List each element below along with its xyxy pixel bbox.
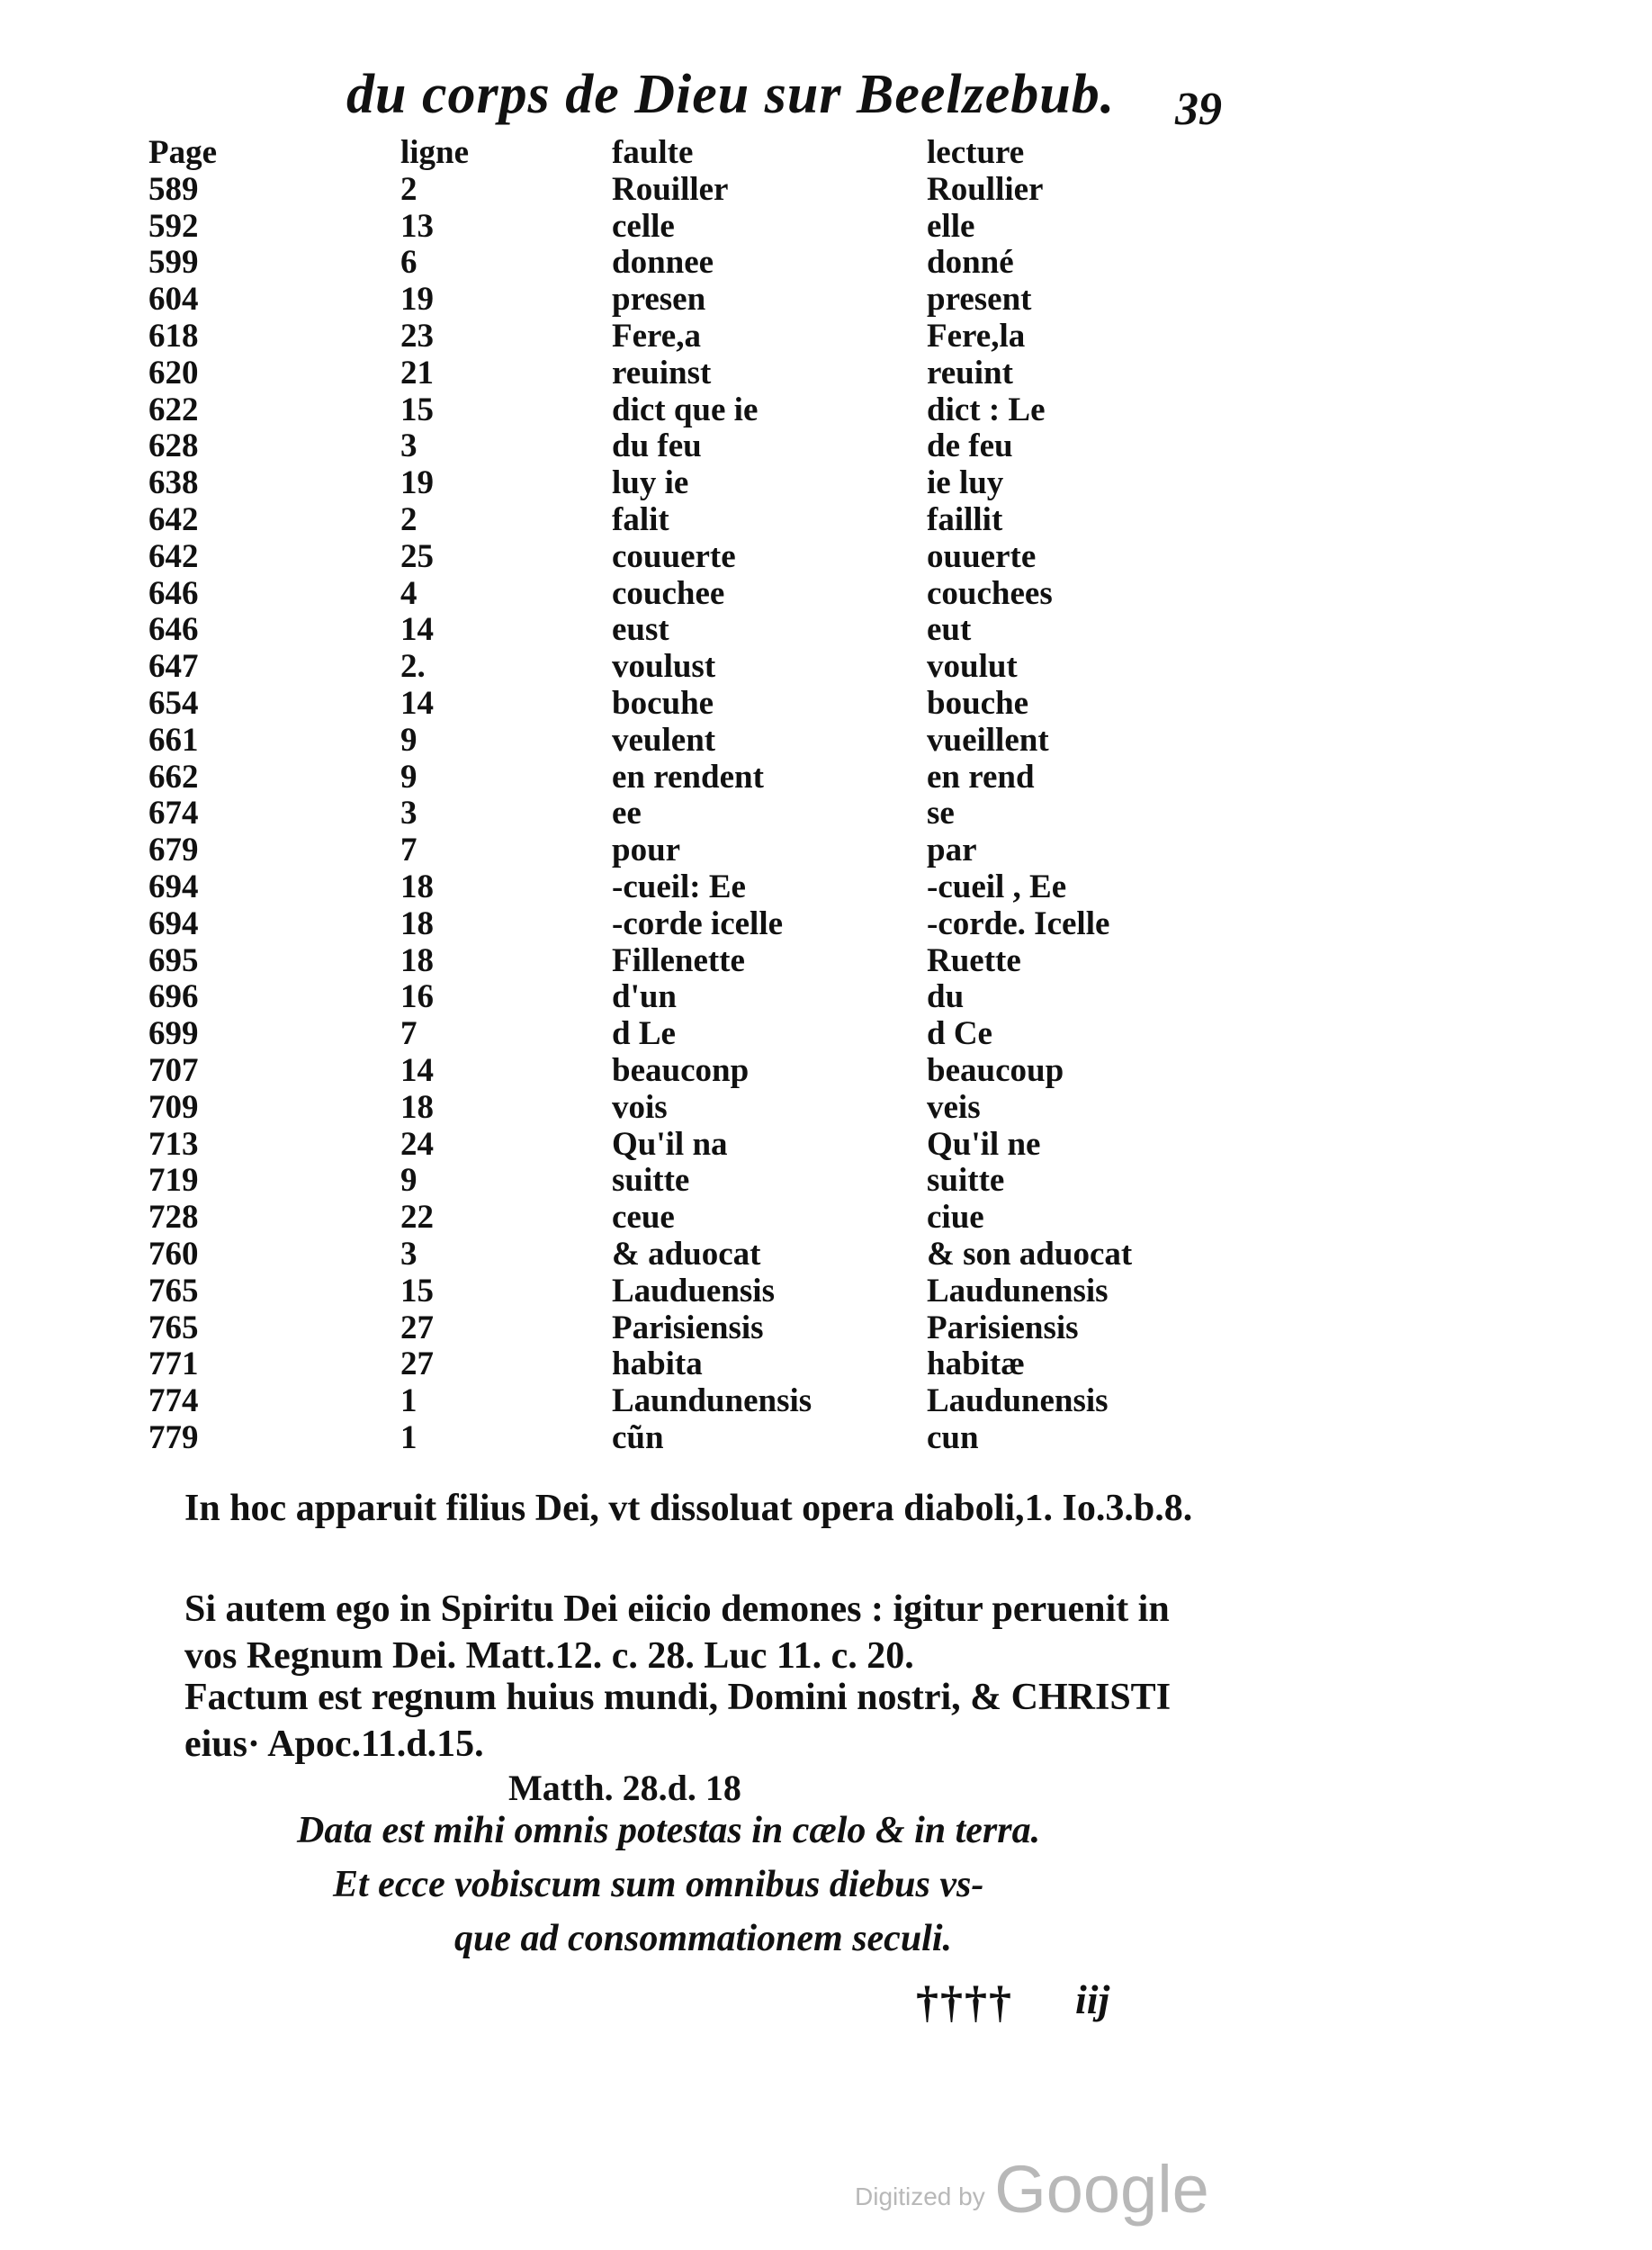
- errata-line-cell: 6: [400, 244, 417, 282]
- errata-row: [148, 796, 1210, 832]
- errata-page-cell: 696: [148, 978, 199, 1016]
- errata-reading-cell: present: [927, 281, 1032, 319]
- verse-reference: Matth. 28.d. 18: [508, 1768, 741, 1808]
- errata-page-cell: 646: [148, 611, 199, 649]
- errata-fault-cell: Fere,a: [612, 318, 701, 355]
- errata-reading-cell: par: [927, 832, 977, 869]
- errata-row: [148, 172, 1210, 209]
- errata-page-cell: 599: [148, 244, 199, 282]
- errata-page-cell: 662: [148, 758, 199, 796]
- errata-row: [148, 1420, 1210, 1457]
- errata-reading-cell: vueillent: [927, 721, 1049, 759]
- errata-line-cell: 15: [400, 1272, 434, 1310]
- watermark-brand: Google: [994, 2152, 1209, 2227]
- errata-line-cell: 2.: [400, 648, 426, 686]
- errata-row: [148, 282, 1210, 319]
- errata-reading-cell: ciue: [927, 1199, 984, 1237]
- errata-row: [148, 649, 1210, 686]
- errata-page-cell: 771: [148, 1346, 199, 1383]
- errata-page-cell: 592: [148, 207, 199, 245]
- errata-fault-cell: couuerte: [612, 537, 736, 575]
- errata-row: [148, 1016, 1210, 1053]
- errata-line-cell: 3: [400, 795, 417, 832]
- errata-row: [148, 319, 1210, 356]
- errata-line-cell: 18: [400, 904, 434, 942]
- column-header-fault: faulte: [612, 134, 694, 171]
- paragraph-2-line-1: Si autem ego in Spiritu Dei eiicio demones : igitur peruenit in: [184, 1588, 1170, 1630]
- errata-row: [148, 1127, 1210, 1164]
- errata-fault-cell: bocuhe: [612, 685, 714, 722]
- errata-line-cell: 2: [400, 501, 417, 538]
- errata-fault-cell: celle: [612, 207, 675, 245]
- errata-row: [148, 832, 1210, 869]
- errata-fault-cell: dict que ie: [612, 391, 759, 428]
- errata-row: [148, 1310, 1210, 1347]
- signature-mark: ††††: [916, 1976, 1013, 2027]
- scripture-paragraph-1: In hoc apparuit filius Dei, vt dissoluat opera diaboli,1. Io.3.b.8.: [184, 1488, 1193, 1529]
- errata-reading-cell: se: [927, 795, 955, 832]
- errata-line-cell: 21: [400, 354, 434, 392]
- errata-page-cell: 620: [148, 354, 199, 392]
- errata-page-cell: 654: [148, 685, 199, 722]
- errata-reading-cell: Fere,la: [927, 318, 1026, 355]
- errata-page-cell: 674: [148, 795, 199, 832]
- errata-reading-cell: beaucoup: [927, 1052, 1064, 1089]
- errata-fault-cell: en rendent: [612, 758, 764, 796]
- errata-page-cell: 728: [148, 1199, 199, 1237]
- errata-line-cell: 22: [400, 1199, 434, 1237]
- errata-fault-cell: Laundunensis: [612, 1382, 813, 1420]
- errata-line-cell: 2: [400, 170, 417, 208]
- errata-fault-cell: cũn: [612, 1419, 664, 1456]
- errata-line-cell: 9: [400, 721, 417, 759]
- errata-line-cell: 18: [400, 941, 434, 979]
- errata-reading-cell: donné: [927, 244, 1014, 282]
- errata-fault-cell: du feu: [612, 428, 702, 465]
- errata-reading-cell: Ruette: [927, 941, 1021, 979]
- errata-row: [148, 576, 1210, 613]
- errata-reading-cell: Qu'il ne: [927, 1125, 1041, 1163]
- errata-fault-cell: Lauduensis: [612, 1272, 775, 1310]
- errata-fault-cell: veulent: [612, 721, 716, 759]
- errata-row: [148, 1237, 1210, 1274]
- errata-reading-cell: bouche: [927, 685, 1029, 722]
- errata-fault-cell: & aduocat: [612, 1236, 761, 1273]
- errata-page-cell: 622: [148, 391, 199, 428]
- errata-line-cell: 27: [400, 1346, 434, 1383]
- errata-page-cell: 694: [148, 904, 199, 942]
- errata-row: [148, 979, 1210, 1016]
- errata-page-cell: 765: [148, 1309, 199, 1346]
- errata-row: [148, 1346, 1210, 1383]
- errata-fault-cell: couchee: [612, 574, 725, 612]
- column-header-line: ligne: [400, 134, 470, 171]
- errata-reading-cell: habitæ: [927, 1346, 1025, 1383]
- errata-reading-cell: dict : Le: [927, 391, 1046, 428]
- signature-number: iij: [1075, 1976, 1110, 2022]
- errata-reading-cell: ie luy: [927, 464, 1004, 502]
- errata-reading-cell: elle: [927, 207, 975, 245]
- errata-line-cell: 7: [400, 832, 417, 869]
- errata-row: [148, 723, 1210, 760]
- errata-fault-cell: Parisiensis: [612, 1309, 764, 1346]
- paragraph-3-line-1: Factum est regnum huius mundi, Domini nostri, & CHRISTI: [184, 1677, 1172, 1718]
- errata-page-cell: 694: [148, 868, 199, 905]
- errata-page-cell: 709: [148, 1088, 199, 1126]
- errata-page-cell: 765: [148, 1272, 199, 1310]
- errata-reading-cell: d Ce: [927, 1015, 992, 1053]
- digitized-watermark: [855, 2151, 1209, 2228]
- errata-reading-cell: reuint: [927, 354, 1013, 392]
- errata-reading-cell: Roullier: [927, 170, 1044, 208]
- errata-row: [148, 1053, 1210, 1090]
- errata-row: [148, 1383, 1210, 1420]
- errata-reading-cell: cun: [927, 1419, 979, 1456]
- errata-row: [148, 760, 1210, 796]
- errata-row: [148, 1090, 1210, 1127]
- errata-reading-cell: de feu: [927, 428, 1013, 465]
- errata-line-cell: 23: [400, 318, 434, 355]
- errata-fault-cell: d'un: [612, 978, 678, 1016]
- paragraph-3-line-2: eius· Apoc.11.d.15.: [184, 1724, 484, 1765]
- errata-page-cell: 642: [148, 537, 199, 575]
- errata-fault-cell: presen: [612, 281, 706, 319]
- errata-row: [148, 1274, 1210, 1310]
- errata-page-cell: 779: [148, 1419, 199, 1456]
- errata-row: [148, 465, 1210, 502]
- errata-page-cell: 699: [148, 1015, 199, 1053]
- errata-fault-cell: d Le: [612, 1015, 676, 1053]
- errata-fault-cell: Qu'il na: [612, 1125, 728, 1163]
- errata-reading-cell: -corde. Icelle: [927, 904, 1110, 942]
- errata-header-row: [148, 135, 1210, 172]
- errata-reading-cell: du: [927, 978, 965, 1016]
- errata-line-cell: 19: [400, 464, 434, 502]
- errata-line-cell: 27: [400, 1309, 434, 1346]
- column-header-page: Page: [148, 134, 218, 171]
- errata-line-cell: 7: [400, 1015, 417, 1053]
- errata-fault-cell: pour: [612, 832, 681, 869]
- errata-fault-cell: habita: [612, 1346, 703, 1383]
- errata-fault-cell: -corde icelle: [612, 904, 784, 942]
- errata-row: [148, 502, 1210, 539]
- errata-fault-cell: voulust: [612, 648, 716, 686]
- errata-page-cell: 642: [148, 501, 199, 538]
- errata-row: [148, 906, 1210, 943]
- errata-row: [148, 869, 1210, 906]
- errata-line-cell: 14: [400, 1052, 434, 1089]
- errata-line-cell: 24: [400, 1125, 434, 1163]
- errata-page-cell: 707: [148, 1052, 199, 1089]
- errata-line-cell: 14: [400, 685, 434, 722]
- errata-line-cell: 4: [400, 574, 417, 612]
- errata-reading-cell: Laudunensis: [927, 1272, 1109, 1310]
- verse-line-3: que ad consommationem seculi.: [454, 1918, 953, 1959]
- errata-page-cell: 628: [148, 428, 199, 465]
- errata-line-cell: 3: [400, 428, 417, 465]
- errata-row: [148, 356, 1210, 392]
- page-number: 39: [1175, 84, 1222, 135]
- errata-line-cell: 3: [400, 1236, 417, 1273]
- errata-reading-cell: veis: [927, 1088, 981, 1126]
- errata-line-cell: 1: [400, 1419, 417, 1456]
- errata-page-cell: 661: [148, 721, 199, 759]
- errata-fault-cell: ee: [612, 795, 642, 832]
- errata-reading-cell: voulut: [927, 648, 1018, 686]
- errata-page-cell: 589: [148, 170, 199, 208]
- errata-page-cell: 638: [148, 464, 199, 502]
- errata-line-cell: 18: [400, 1088, 434, 1126]
- errata-reading-cell: Laudunensis: [927, 1382, 1109, 1420]
- errata-reading-cell: eut: [927, 611, 972, 649]
- errata-line-cell: 18: [400, 868, 434, 905]
- errata-reading-cell: faillit: [927, 501, 1003, 538]
- errata-reading-cell: suitte: [927, 1162, 1005, 1200]
- errata-fault-cell: beauconp: [612, 1052, 750, 1089]
- errata-row: [148, 1163, 1210, 1200]
- errata-page-cell: 760: [148, 1236, 199, 1273]
- column-header-reading: lecture: [927, 134, 1025, 171]
- errata-fault-cell: eust: [612, 611, 669, 649]
- errata-reading-cell: -cueil , Ee: [927, 868, 1067, 905]
- errata-line-cell: 1: [400, 1382, 417, 1420]
- errata-page-cell: 695: [148, 941, 199, 979]
- errata-row: [148, 612, 1210, 649]
- errata-reading-cell: ouuerte: [927, 537, 1037, 575]
- paragraph-2-line-2: vos Regnum Dei. Matt.12. c. 28. Luc 11. c. 20.: [184, 1635, 914, 1677]
- errata-fault-cell: Fillenette: [612, 941, 745, 979]
- verse-line-1: Data est mihi omnis potestas in cælo & in terra.: [297, 1810, 1041, 1851]
- scripture-paragraph-3: [184, 1674, 1171, 1768]
- errata-row: [148, 539, 1210, 576]
- errata-line-cell: 25: [400, 537, 434, 575]
- errata-page-cell: 604: [148, 281, 199, 319]
- errata-line-cell: 19: [400, 281, 434, 319]
- errata-fault-cell: ceue: [612, 1199, 675, 1237]
- errata-page-cell: 646: [148, 574, 199, 612]
- scripture-paragraph-2: [184, 1586, 1170, 1679]
- errata-row: [148, 209, 1210, 246]
- errata-line-cell: 16: [400, 978, 434, 1016]
- errata-page-cell: 719: [148, 1162, 199, 1200]
- errata-reading-cell: & son aduocat: [927, 1236, 1133, 1273]
- errata-line-cell: 15: [400, 391, 434, 428]
- errata-fault-cell: falit: [612, 501, 669, 538]
- errata-fault-cell: suitte: [612, 1162, 690, 1200]
- errata-page-cell: 774: [148, 1382, 199, 1420]
- verse-line-2: Et ecce vobiscum sum omnibus diebus vs-: [333, 1864, 984, 1905]
- errata-fault-cell: reuinst: [612, 354, 712, 392]
- watermark-prefix: Digitized by: [855, 2182, 985, 2210]
- errata-reading-cell: couchees: [927, 574, 1053, 612]
- errata-line-cell: 14: [400, 611, 434, 649]
- errata-fault-cell: luy ie: [612, 464, 689, 502]
- errata-row: [148, 1200, 1210, 1237]
- errata-line-cell: 9: [400, 1162, 417, 1200]
- errata-line-cell: 9: [400, 758, 417, 796]
- errata-page-cell: 647: [148, 648, 199, 686]
- errata-row: [148, 943, 1210, 980]
- errata-row: [148, 428, 1210, 465]
- errata-reading-cell: en rend: [927, 758, 1035, 796]
- errata-row: [148, 392, 1210, 429]
- errata-row: [148, 245, 1210, 282]
- errata-fault-cell: vois: [612, 1088, 668, 1126]
- errata-fault-cell: Rouiller: [612, 170, 729, 208]
- errata-fault-cell: donnee: [612, 244, 714, 282]
- running-header: du corps de Dieu sur Beelzebub.: [346, 64, 1116, 125]
- errata-row: [148, 686, 1210, 723]
- errata-fault-cell: -cueil: Ee: [612, 868, 746, 905]
- errata-page-cell: 618: [148, 318, 199, 355]
- errata-page-cell: 679: [148, 832, 199, 869]
- errata-page-cell: 713: [148, 1125, 199, 1163]
- errata-line-cell: 13: [400, 207, 434, 245]
- errata-reading-cell: Parisiensis: [927, 1309, 1079, 1346]
